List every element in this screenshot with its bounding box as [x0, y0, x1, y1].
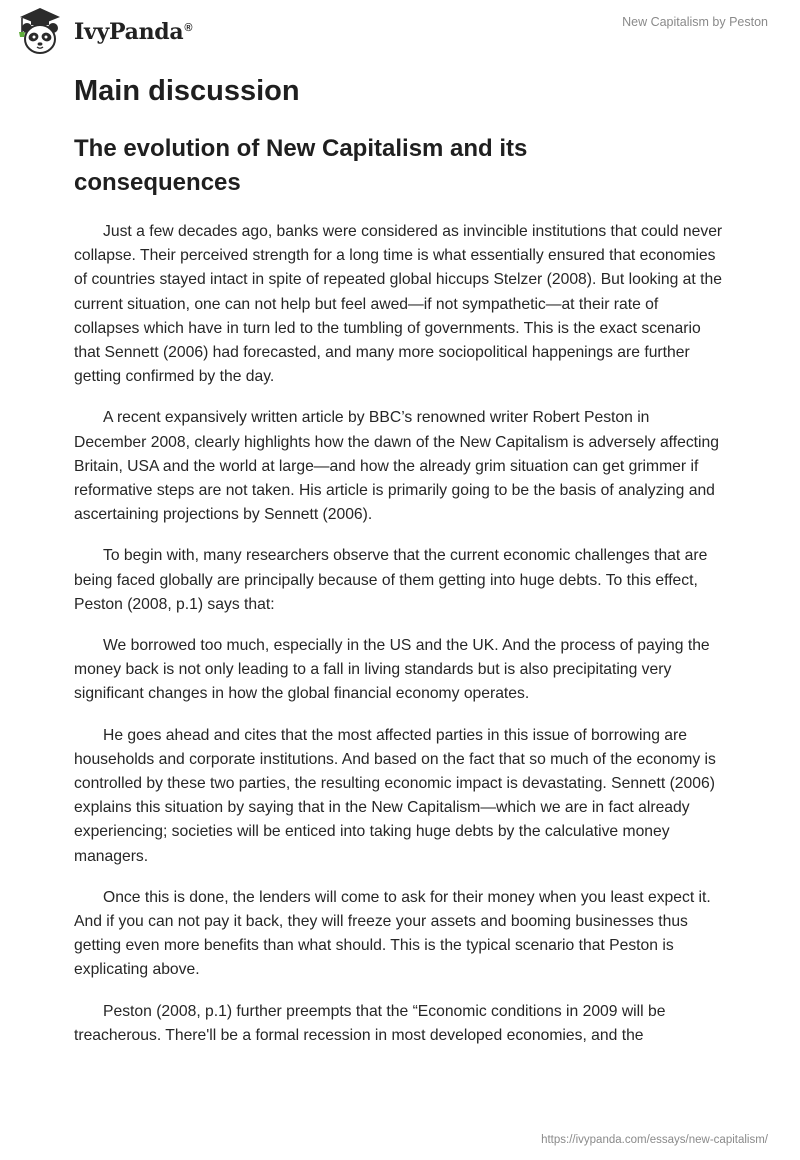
brand-logo[interactable] — [14, 6, 192, 58]
paragraph: To begin with, many researchers observe that the current economic challenges that are being faced globally are principally because of them getting into huge debts. To this effect, Peston (2008, p.1) says that: — [74, 547, 708, 613]
registered-mark: ® — [184, 21, 193, 34]
paragraph: Just a few decades ago, banks were considered as invincible institutions that could never collapse. Their perceived strength for a long time is what essentially ensured that economies of countries stayed intact in spite of repeated global hiccups Stelzer (2008). But looking at the current situation, one can not help but feel awed—if not sympathetic—at their rate of collapses which have in turn led to the tumbling of governments. This is the exact scenario that Sennett (2006) had forecasted, and many more sociopolitical happenings are further getting confirmed by the day. — [74, 223, 723, 386]
section-heading: Main discussion — [74, 75, 300, 107]
brand-name: IvyPanda® — [74, 19, 193, 45]
article-content — [74, 72, 726, 1065]
section-subheading: The evolution of New Capitalism and its consequences — [74, 135, 528, 196]
paragraph: A recent expansively written article by BBC’s renowned writer Robert Peston in December 2008, clearly highlights how the dawn of the New Capitalism is adversely affecting Britain, USA and the world at large—and how the already grim situation can get grimmer if reformative steps are not taken. His article is primarily going to be the basis of analyzing and ascertaining projections by Sennett (2006). — [74, 409, 719, 524]
article-body — [74, 220, 726, 1048]
page-header — [0, 0, 800, 60]
quote-paragraph: We borrowed too much, especially in the US and the UK. And the process of paying the money back is not only leading to a fall in living standards but is also precipitating very significant changes in how the global financial economy operates. — [74, 637, 710, 703]
panda-graduate-icon — [14, 6, 66, 58]
document-title: New Capitalism by Peston — [622, 15, 768, 29]
paragraph: He goes ahead and cites that the most affected parties in this issue of borrowing are households and corporate institutions. And based on the fact that so much of the economy is controlled by these two parties, the resulting economic impact is devastating. Sennett (2006) explains this situation by saying that in the New Capitalism—which we are in fact already experiencing; societies will be enticed into taking huge debts by the calculative money managers. — [74, 726, 716, 865]
paragraph: Peston (2008, p.1) further preempts that the “Economic conditions in 2009 will be treacherous. There'll be a formal recession in most developed economies, and the — [74, 1002, 666, 1044]
paragraph: Once this is done, the lenders will come to ask for their money when you least expect it. And if you can not pay it back, they will freeze your assets and booming businesses thus getting even more benefits than what should. This is the typical scenario that Peston is explicating above. — [74, 888, 711, 979]
source-url[interactable]: https://ivypanda.com/essays/new-capitalism/ — [541, 1134, 768, 1146]
